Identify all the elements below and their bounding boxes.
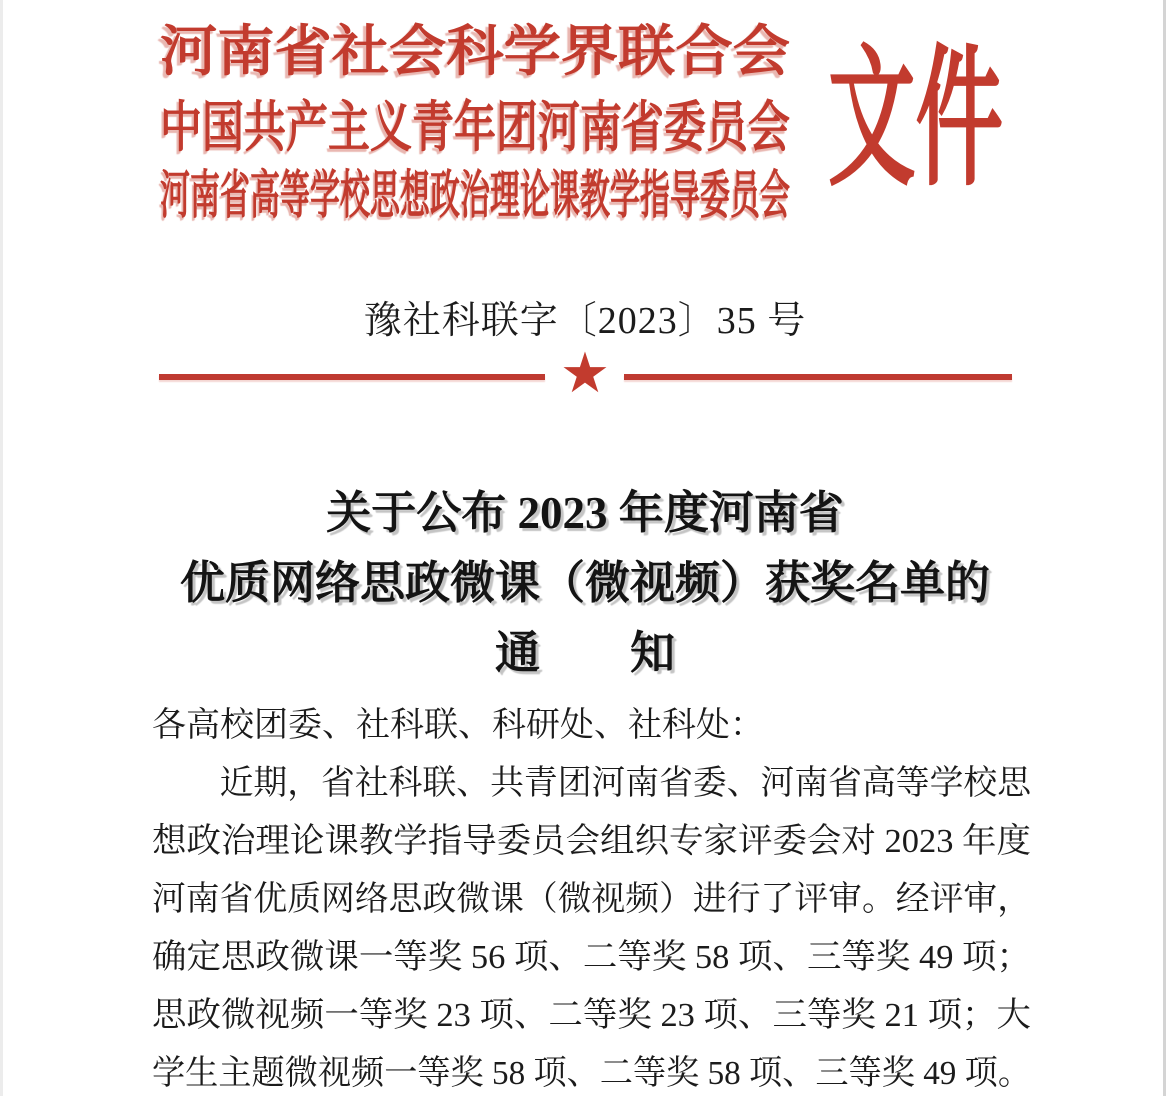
- body-text-line: [152, 871, 1031, 929]
- org-name-text-1: 河南省社会科学界联合会: [160, 21, 790, 82]
- notice-title-line-3: 通 知: [494, 628, 675, 678]
- body-text-line-6: 学生主题微视频一等奖 58 项、二等奖 58 项、三等奖 49 项。: [152, 1055, 1031, 1092]
- notice-title-line-1: 关于公布 2023 年度河南省: [326, 488, 844, 538]
- document-type-text: 文件: [828, 36, 1003, 204]
- notice-title-block: [0, 478, 1170, 688]
- red-rule-right-segment: [624, 374, 1012, 380]
- notice-body: [152, 697, 1031, 1096]
- org-name-line-1: [160, 14, 790, 90]
- org-name-line-2: [160, 90, 790, 166]
- body-text-line: [152, 813, 1031, 871]
- body-text-line-4: 确定思政微课一等奖 56 项、二等奖 58 项、三等奖 49 项；: [152, 939, 1031, 976]
- body-text-line: [152, 1045, 1031, 1096]
- body-text-line-5: 思政微视频一等奖 23 项、二等奖 23 项、三等奖 21 项；大: [152, 997, 1031, 1034]
- org-name-text-3: 河南省高等学校思想政治理论课教学指导委员会: [160, 168, 790, 225]
- body-text-line-3: 河南省优质网络思政微课（微视频）进行了评审。经评审，: [152, 881, 1031, 918]
- org-name-text-2: 中国共产主义青年团河南省委员会: [160, 97, 790, 158]
- notice-title-line-2: 优质网络思政微课（微视频）获奖名单的: [179, 558, 990, 608]
- red-rule-left-segment: [159, 374, 545, 380]
- letterhead-org-block: [160, 14, 790, 228]
- org-name-line-3: [160, 166, 790, 228]
- body-text-line: [152, 929, 1031, 987]
- body-salutation: 各高校团委、社科联、科研处、社科处：: [152, 707, 764, 744]
- body-text-line: [152, 987, 1031, 1045]
- body-text-line-2: 想政治理论课教学指导委员会组织专家评委会对 2023 年度: [152, 823, 1031, 860]
- body-text-line: [152, 755, 1031, 813]
- document-type-label: [828, 38, 1132, 202]
- body-text-line-1: 近期，省社科联、共青团河南省委、河南省高等学校思: [152, 765, 1031, 802]
- document-number: 豫社科联字〔2023〕35 号: [363, 300, 807, 342]
- red-star-icon: ★: [559, 341, 611, 406]
